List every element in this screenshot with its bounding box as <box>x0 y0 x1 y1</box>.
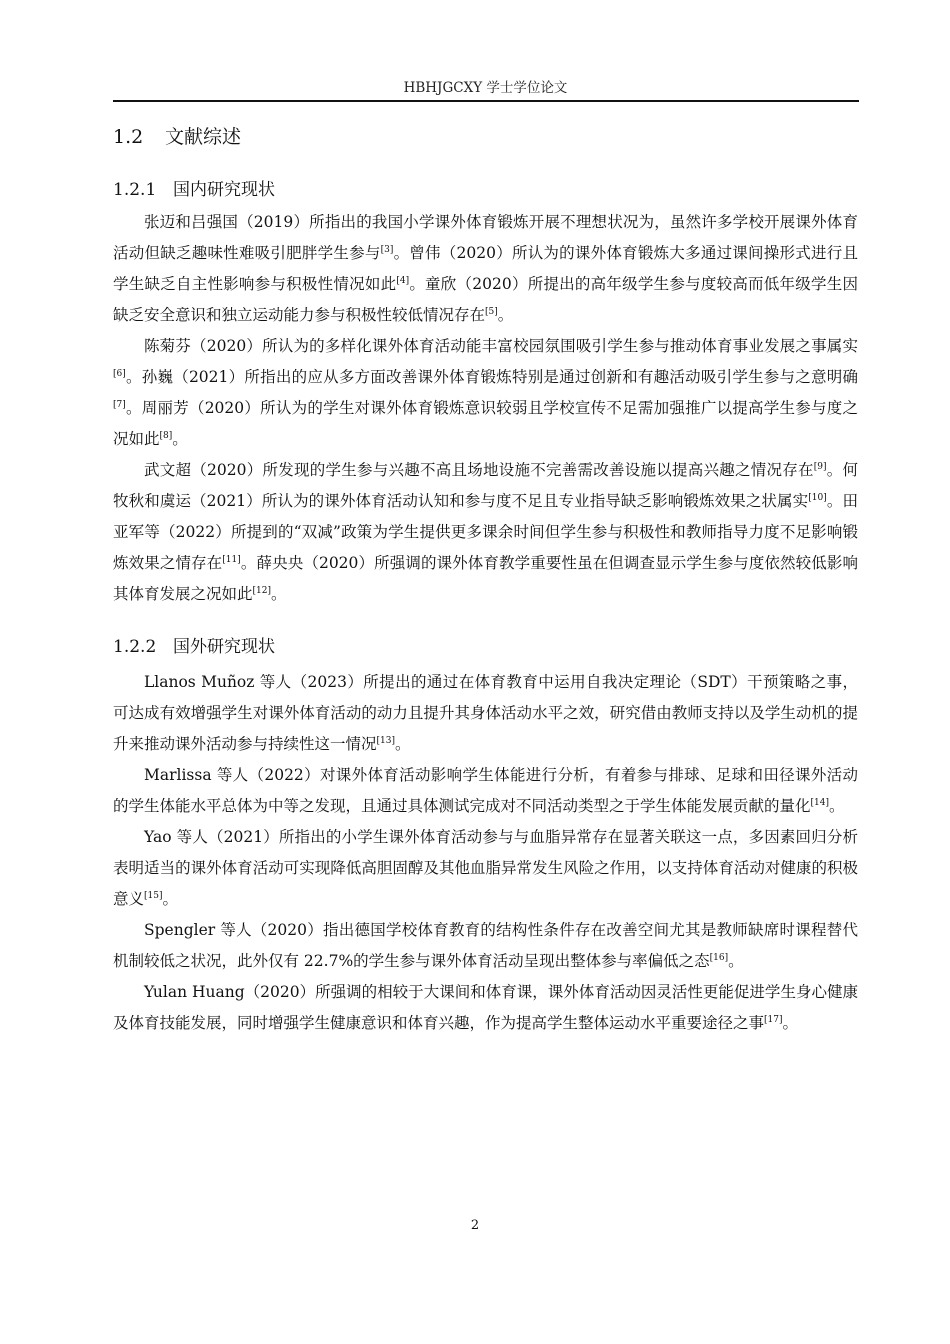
paragraph-foreign-1: Llanos Muñoz 等人（2023）所提出的通过在体育教育中运用自我决定理论（SDT）干预策略之事，可达成有效增强学生对课外体育活动的动力且提升其身体活动水平之效，研究借由教师支持以及学生动机的提升来推动课外活动参与持续性这一情况[13]。 <box>113 673 858 753</box>
subsection-number: 1.2.1 <box>113 180 157 200</box>
citation: [3] <box>380 244 394 255</box>
header-rule <box>113 100 859 102</box>
citation: [17] <box>764 1014 783 1025</box>
citation: [13] <box>376 735 395 746</box>
paragraph-domestic-2: 陈菊芬（2020）所认为的多样化课外体育活动能丰富校园氛围吸引学生参与推动体育事业发展之事属实[6]。孙巍（2021）所指出的应从多方面改善课外体育锻炼特别是通过创新和有趣活动吸引学生参与之意明确[7]。周丽芳（2020）所认为的学生对课外体育锻炼意识较弱且学校宣传不足需加强推广以提高学生参与度之况如此[8]。 <box>113 337 858 448</box>
citation: [15] <box>144 890 163 901</box>
section-heading <box>113 122 858 149</box>
paragraph-domestic-1: 张迈和吕强国（2019）所指出的我国小学课外体育锻炼开展不理想状况为，虽然许多学校开展课外体育活动但缺乏趣味性难吸引肥胖学生参与[3]。曾伟（2020）所认为的课外体育锻炼大多通过课间操形式进行且学生缺乏自主性影响参与积极性情况如此[4]。童欣（2020）所提出的高年级学生参与度较高而低年级学生因缺乏安全意识和独立运动能力参与积极性较低情况存在[5]。 <box>113 213 858 324</box>
paragraph-foreign-2: Marlissa 等人（2022）对课外体育活动影响学生体能进行分析，有着参与排球、足球和田径课外活动的学生体能水平总体为中等之发现，且通过具体测试完成对不同活动类型之于学生体能发展贡献的量化[14]。 <box>113 766 858 815</box>
citation: [5] <box>485 306 498 317</box>
subsection-heading-domestic <box>113 175 858 200</box>
subsection-heading-foreign <box>113 632 858 657</box>
paragraph-domestic-3: 武文超（2020）所发现的学生参与兴趣不高且场地设施不完善需改善设施以提高兴趣之情况存在[9]。何牧秋和虞运（2021）所认为的课外体育活动认知和参与度不足且专业指导缺乏影响锻炼效果之状属实[10]。田亚军等（2022）所提到的“双减”政策为学生提供更多课余时间但学生参与积极性和教师指导力度不足影响锻炼效果之情存在[11]。薛央央（2020）所强调的课外体育教学重要性虽在但调查显示学生参与度依然较低影响其体育发展之况如此[12]。 <box>113 461 858 603</box>
citation: [7] <box>113 399 126 410</box>
citation: [9] <box>813 461 827 472</box>
citation: [8] <box>159 430 173 441</box>
citation: [11] <box>222 554 241 565</box>
subsection-title: 国外研究现状 <box>173 637 275 657</box>
paragraph-foreign-4: Spengler 等人（2020）指出德国学校体育教育的结构性条件存在改善空间尤其是教师缺席时课程替代机制较低之状况，此外仅有 22.7%的学生参与课外体育活动呈现出整体参与率偏低之态[16]。 <box>113 921 858 970</box>
page-header: HBHJGCXY 学士学位论文 <box>403 80 568 96</box>
citation: [4] <box>396 275 410 286</box>
citation: [16] <box>709 952 729 963</box>
subsection-number: 1.2.2 <box>113 637 157 657</box>
citation: [12] <box>252 585 271 596</box>
paragraph-foreign-5: Yulan Huang（2020）所强调的相较于大课间和体育课，课外体育活动因灵活性更能促进学生身心健康及体育技能发展，同时增强学生健康意识和体育兴趣，作为提高学生整体运动水平重要途径之事[17]。 <box>113 983 858 1032</box>
page-number: 2 <box>470 1218 480 1233</box>
citation: [10] <box>808 492 827 503</box>
section-title: 文献综述 <box>165 126 242 148</box>
section-number: 1.2 <box>113 126 144 148</box>
subsection-title: 国内研究现状 <box>173 180 275 200</box>
citation: [6] <box>113 368 126 379</box>
citation: [14] <box>810 797 829 808</box>
paragraph-foreign-3: Yao 等人（2021）所指出的小学生课外体育活动参与与血脂异常存在显著关联这一点，多因素回归分析表明适当的课外体育活动可实现降低高胆固醇及其他血脂异常发生风险之作用，以支持体育活动对健康的积极意义[15]。 <box>113 828 858 908</box>
page-body <box>113 114 858 1039</box>
